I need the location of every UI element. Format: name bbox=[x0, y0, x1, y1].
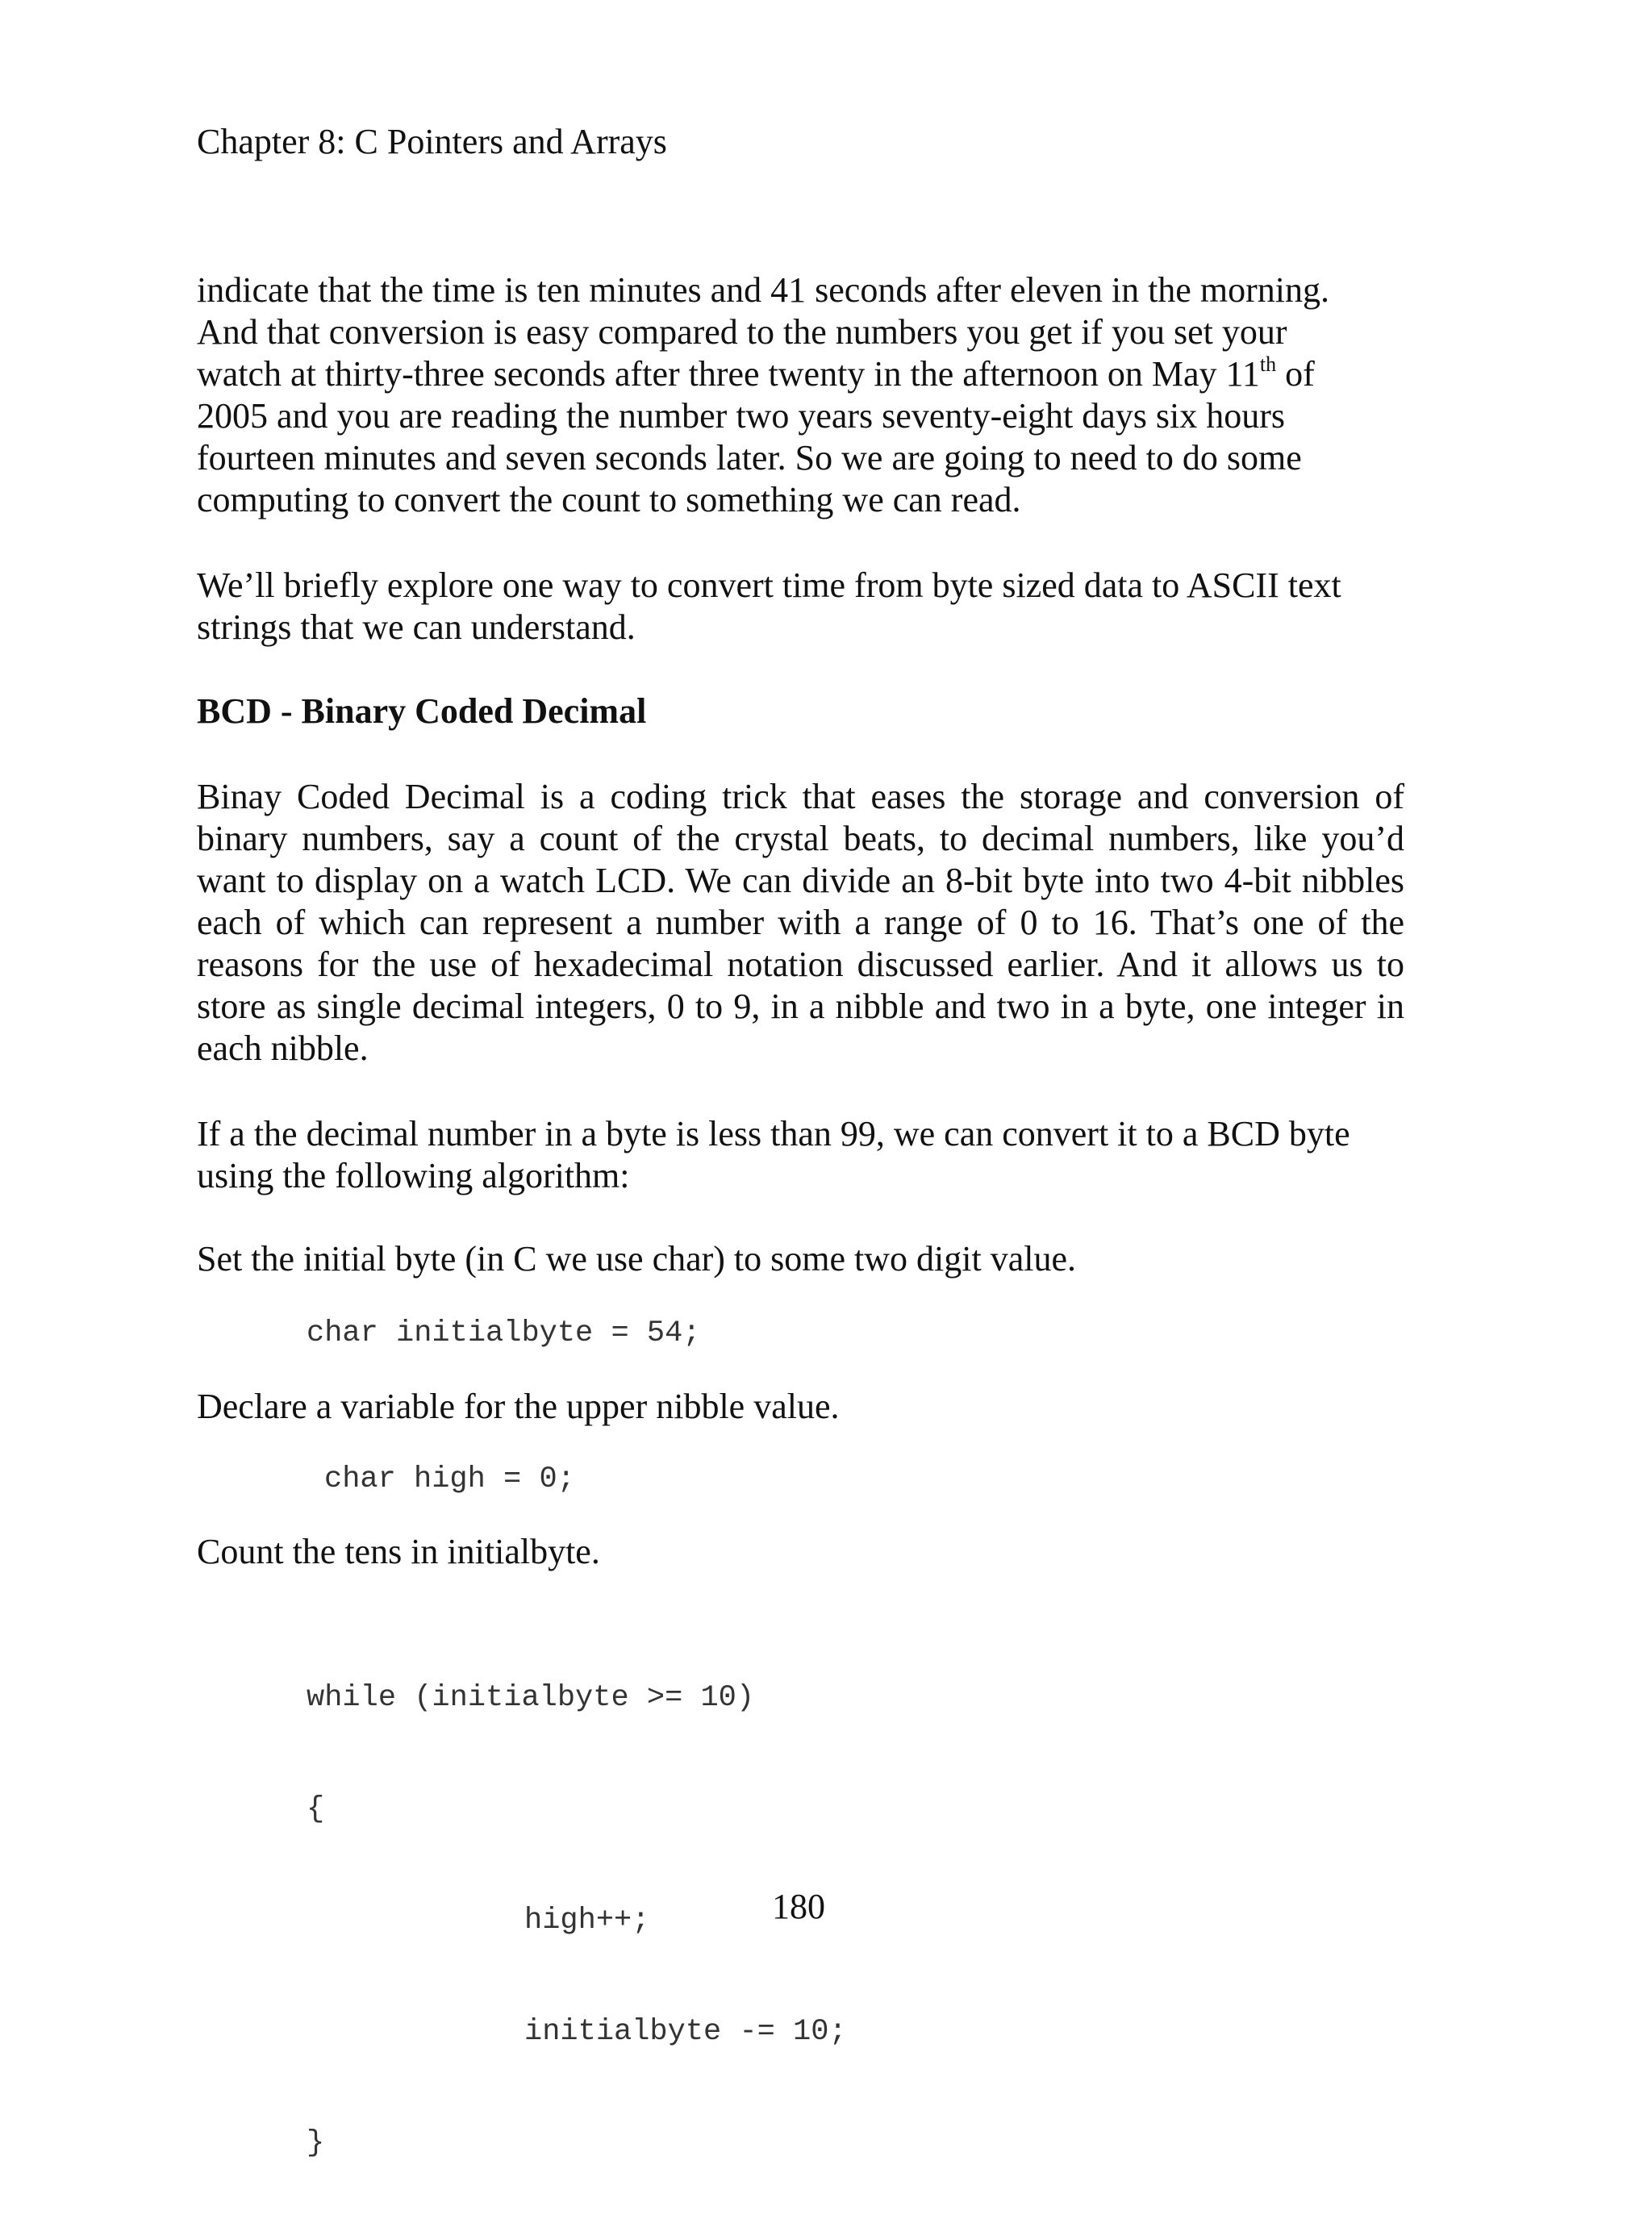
code-line: initialbyte -= 10; bbox=[524, 2015, 847, 2049]
code-line: { bbox=[307, 1792, 325, 1826]
paragraph-step-3: Count the tens in initialbyte. bbox=[197, 1532, 600, 1571]
running-header: Chapter 8: C Pointers and Arrays bbox=[197, 122, 667, 161]
paragraph-intro bbox=[197, 269, 1407, 521]
text-span: watch at thirty-three seconds after three twenty in the afternoon on May 11 bbox=[197, 354, 1260, 394]
text-line: fourteen minutes and seven seconds later. So we are going to need to do some bbox=[197, 438, 1302, 478]
paragraph-bcd: Binay Coded Decimal is a coding trick that eases the storage and conversion of binary numbers, say a count of the crystal beats, to decimal numbers, like you’d want to display on a watch LCD. We can divide an 8-bit byte into two 4-bit nibbles each of which can represent a number with a range of 0 to 16. That’s one of the reasons for the use of hexadecimal notation discussed earlier. And it allows us to store as single decimal integers, 0 to 9, in a nibble and two in a byte, one integer in each nibble. bbox=[197, 777, 1404, 1068]
code-snippet-high: char high = 0; bbox=[324, 1462, 575, 1496]
code-line: } bbox=[307, 2126, 325, 2160]
text-line bbox=[197, 353, 1407, 395]
page-number: 180 bbox=[772, 1887, 825, 1926]
code-line: while (initialbyte >= 10) bbox=[307, 1681, 755, 1715]
text-line: computing to convert the count to something we can read. bbox=[197, 480, 1021, 519]
ordinal-suffix: th bbox=[1259, 353, 1277, 376]
paragraph-step-1: Set the initial byte (in C we use char) to some two digit value. bbox=[197, 1239, 1076, 1279]
section-heading: BCD - Binary Coded Decimal bbox=[197, 691, 647, 731]
paragraph-explore bbox=[197, 565, 1407, 649]
paragraph-algorithm bbox=[197, 1113, 1404, 1197]
text-line: strings that we can understand. bbox=[197, 607, 636, 647]
text-line: indicate that the time is ten minutes and 41 seconds after eleven in the morning. bbox=[197, 270, 1329, 310]
code-snippet-initialbyte: char initialbyte = 54; bbox=[307, 1316, 701, 1350]
text-line: If a the decimal number in a byte is less than 99, we can convert it to a BCD byte bbox=[197, 1114, 1350, 1153]
code-line: high++; bbox=[524, 1904, 650, 1938]
text-line: 2005 and you are reading the number two years seventy-eight days six hours bbox=[197, 396, 1285, 436]
text-line: We’ll briefly explore one way to convert time from byte sized data to ASCII text bbox=[197, 565, 1341, 605]
paragraph-step-2: Declare a variable for the upper nibble value. bbox=[197, 1387, 840, 1426]
text-span: of bbox=[1276, 354, 1315, 394]
text-line: And that conversion is easy compared to the numbers you get if you set your bbox=[197, 312, 1287, 352]
text-line: using the following algorithm: bbox=[197, 1156, 630, 1195]
